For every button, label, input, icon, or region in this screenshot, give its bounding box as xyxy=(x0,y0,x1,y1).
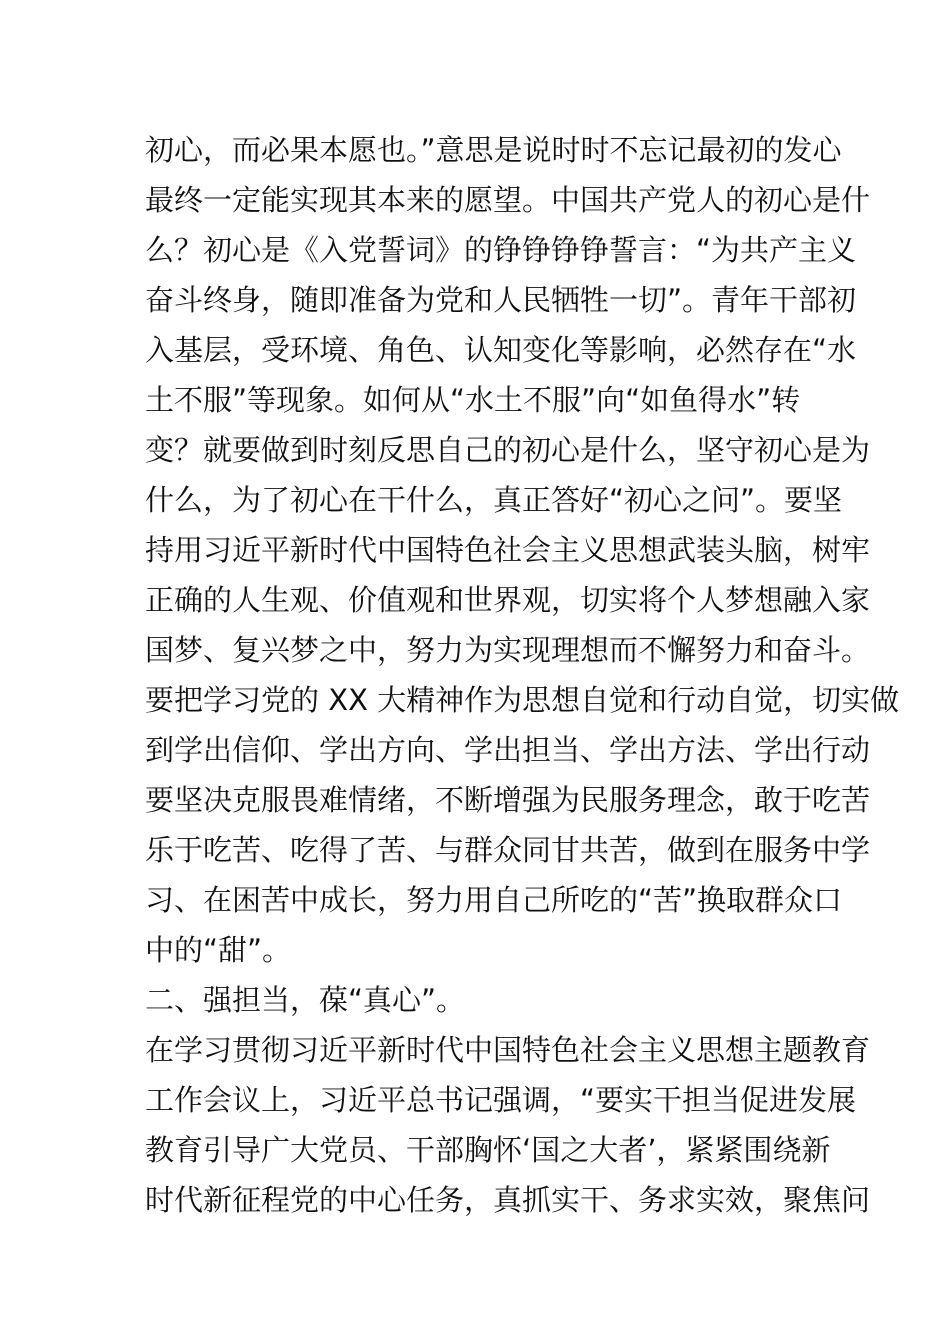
text-line: 中的“甜”。 xyxy=(145,933,292,967)
text-line: 国梦、复兴梦之中，努力为实现理想而不懈努力和奋斗。 xyxy=(145,633,871,667)
text-line: 什么，为了初心在干什么，真正答好“初心之问”。要坚 xyxy=(145,483,843,517)
text-line: 教育引导广大党员、干部胸怀‘国之大者’，紧紧围绕新 xyxy=(145,1133,831,1167)
text-line: 最终一定能实现其本来的愿望。中国共产党人的初心是什 xyxy=(145,183,871,217)
text-line: 正确的人生观、价值观和世界观，切实将个人梦想融入家 xyxy=(145,583,871,617)
text-line: 工作会议上，习近平总书记强调，“要实干担当促进发展 xyxy=(145,1083,857,1117)
text-line: 乐于吃苦、吃得了苦、与群众同甘共苦，做到在服务中学 xyxy=(145,833,871,867)
text-line: 土不服”等现象。如何从“水土不服”向“如鱼得水”转 xyxy=(145,383,801,417)
text-line: 要坚决克服畏难情绪，不断增强为民服务理念，敢于吃苦 xyxy=(145,783,871,817)
section-heading: 二、强担当，葆“真心”。 xyxy=(145,983,466,1017)
text-line: 么？初心是《入党誓词》的铮铮铮铮誓言：“为共产主义 xyxy=(145,233,857,267)
text-line: 在学习贯彻习近平新时代中国特色社会主义思想主题教育 xyxy=(145,1033,871,1067)
text-line: 持用习近平新时代中国特色社会主义思想武装头脑，树牢 xyxy=(145,533,871,567)
text-line: 要把学习党的 XX 大精神作为思想自觉和行动自觉，切实做 xyxy=(145,683,900,717)
text-line: 时代新征程党的中心任务，真抓实干、务求实效，聚焦问 xyxy=(145,1183,871,1217)
text-line: 习、在困苦中成长，努力用自己所吃的“苦”换取群众口 xyxy=(145,883,843,917)
text-line: 入基层，受环境、角色、认知变化等影响，必然存在“水 xyxy=(145,333,857,367)
text-line: 到学出信仰、学出方向、学出担当、学出方法、学出行动 xyxy=(145,733,871,767)
text-line: 奋斗终身，随即准备为党和人民牺牲一切”。青年干部初 xyxy=(145,283,857,317)
text-line: 变？就要做到时刻反思自己的初心是什么，坚守初心是为 xyxy=(145,433,871,467)
text-line: 初心，而必果本愿也。”意思是说时时不忘记最初的发心 xyxy=(145,133,842,167)
body-text xyxy=(145,125,900,1225)
